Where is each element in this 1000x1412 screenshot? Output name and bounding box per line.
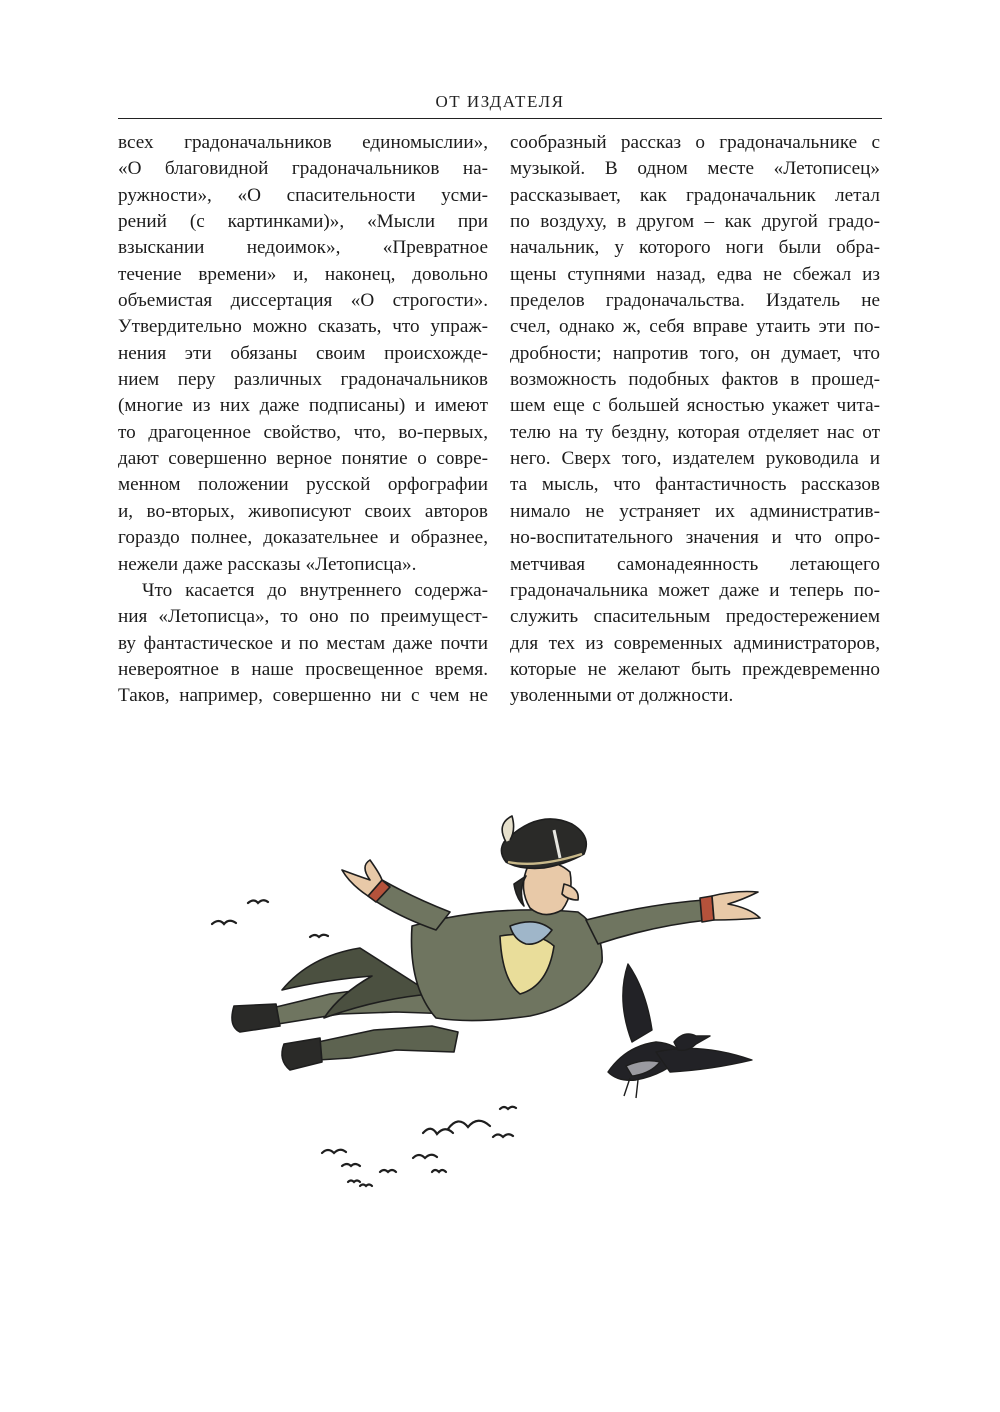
bird-icon [310,935,328,937]
text-line: ружности», «О спасительности усми- [118,184,488,206]
bird-icon [348,1181,360,1183]
text-line: Таков, например, совершенно ни с чем не [118,685,488,707]
text-line: возможность подобных фактов в прошед- [510,369,880,391]
bird-icon [413,1155,437,1158]
bird-icon [212,921,236,924]
text-line: него. Сверх того, издателем руководила и [510,448,880,470]
right-hand [712,892,760,921]
hat-plume [502,816,513,842]
text-line: которые не желают быть преждевременно [510,658,880,680]
right-leg [318,1026,458,1060]
text-line: нежели даже рассказы «Летописца». [118,553,417,575]
text-line: метчивая самонадеянность летающего [510,553,880,575]
bird-icon [432,1170,446,1172]
bird-icon [248,900,268,903]
text-line: и, во-вторых, живописуют своих авторов [118,500,488,522]
text-line: всех градоначальников единомыслии», [118,132,488,153]
text-line: гораздо полнее, доказательнее и образнее, [118,527,488,549]
text-line: градоначальника может даже и теперь по- [510,579,880,601]
text-line: шем еще с большей ясностью укажет чита- [510,395,880,417]
text-line: служить спасительным предостережением [510,606,880,628]
text-line: дают совершенно верное понятие о совре- [118,448,488,470]
text-line: по воздуху, в другом – как другой градо- [510,211,880,233]
paragraph-start-line: Что касается до внутреннего содержа- [142,579,488,601]
left-boot [232,1004,280,1032]
bird-icon [448,1121,490,1129]
text-line: но-воспитательного значения и что опро- [510,527,880,549]
text-line: ния «Летописца», то оно по преимущест- [118,606,488,628]
text-line: менном положении русской орфографии [118,474,488,496]
text-line: счел, однако ж, себя вправе утаить эти по- [510,316,880,338]
bird-icon [493,1134,513,1137]
flying-governor-illustration [200,780,800,1210]
crow-wing-lower [656,1048,752,1072]
text-line: сообразный рассказ о градоначальнике с [510,132,880,153]
crow-wing-upper [623,964,652,1042]
bird-icon [360,1185,372,1187]
text-line: взыскании недоимок», «Превратное [118,237,488,259]
bird-icon [342,1164,360,1166]
bird-icon [500,1107,516,1109]
text-line: течение времени» и, наконец, довольно [118,263,488,285]
text-line: ву фантастическое и по местам даже почти [118,632,488,654]
crow [608,964,752,1098]
text-line: Утвердительно можно сказать, что упраж- [118,316,488,338]
text-column-right [510,130,880,710]
text-line: для тех из современных администраторов, [510,632,880,654]
right-arm [586,900,708,944]
text-line: нимало не устраняет их административ- [510,500,880,522]
text-line: телю на ту бездну, которая отделяет нас от [510,421,880,443]
text-line: то драгоценное свойство, что, во-первых, [118,421,488,443]
text-column-left [118,130,488,710]
bird-icon [380,1170,396,1172]
text-line: рассказывает, как градоначальник летал [510,184,880,206]
text-line: нения эти обязаны своим происхожде- [118,342,488,364]
text-line: пределов градоначальства. Издатель не [510,290,880,312]
text-line: рений (с картинками)», «Мысли при [118,211,488,233]
crow-head [674,1034,710,1050]
text-line: объемистая диссертация «О строгости». [118,290,488,312]
right-boot [282,1038,322,1070]
text-line: начальник, у которого ноги были обра- [510,237,880,259]
text-line: уволенными от должности. [510,685,734,707]
text-line: дробности; напротив того, он думает, что [510,342,880,364]
bird-icon [322,1150,346,1153]
governor-figure [232,816,760,1070]
text-line: (многие из них даже подписаны) и имеют [118,395,488,417]
header-rule [118,118,882,119]
text-line: невероятное в наше просвещенное время. [118,658,488,680]
text-line: щены ступнями назад, едва не сбежал из [510,263,880,285]
text-line: нием перу различных градоначальников [118,369,488,391]
text-line: та мысль, что фантастичность рассказов [510,474,880,496]
text-line: «О благовидной градоначальников на- [118,158,488,180]
running-head: ОТ ИЗДАТЕЛЯ [435,92,565,111]
text-line: музыкой. В одном месте «Летописец» [510,158,880,180]
